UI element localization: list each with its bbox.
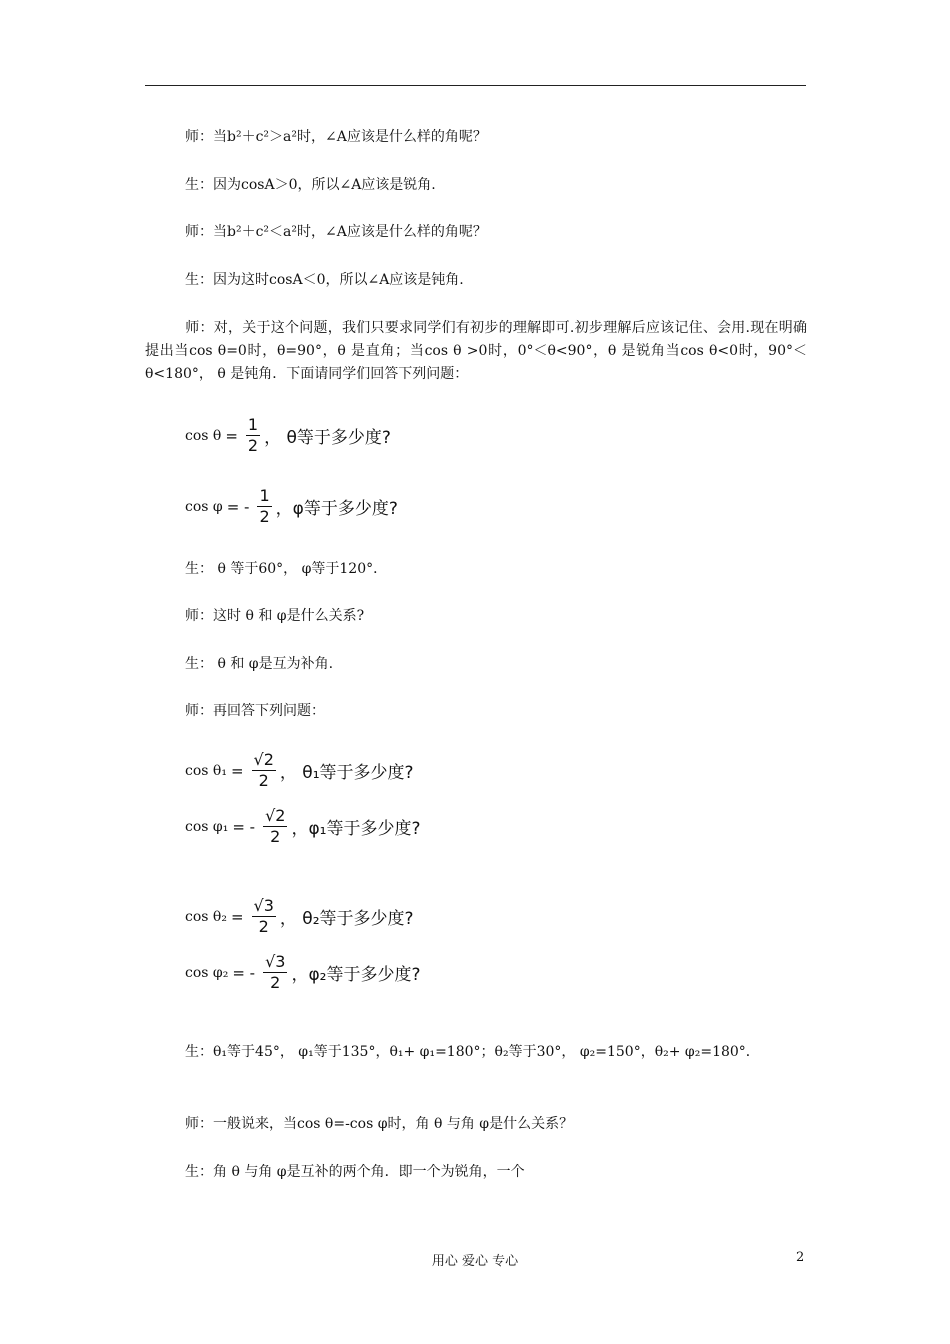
student-answer-6: 生：角 θ 与角 φ是互补的两个角．即一个为锐角，一个 [185,1164,525,1180]
teacher-question-3: 师：这时 θ 和 φ是什么关系? [185,608,365,624]
question-cos-theta-2: cos θ₂ = $\frac{√3}{2}$ ， θ₂等于多少度? [185,896,414,936]
teacher-explanation: 师：对，关于这个问题，我们只要求同学们有初步的理解即可.初步理解后应该记住、会用.现在明确提出当cos θ=0时，θ=90°，θ 是直角；当cos θ >0时，0°＜θ<90°，θ 是锐角当cos θ<0时，90°＜θ<180°， θ 是钝角．下面请同学们回答下列问题： [145,320,807,382]
student-answer-2: 生：因为这时cosA＜0，所以∠A应该是钝角. [185,272,464,288]
teacher-question-1: 师：当b²＋c²＞a²时，∠A应该是什么样的角呢？ [185,129,487,145]
header-rule [145,85,806,86]
student-answer-3: 生： θ 等于60°， φ等于120°． [185,561,388,577]
fraction: $\frac{√2}{2}$ [265,806,286,846]
teacher-prompt: 师：再回答下列问题： [185,703,325,719]
teacher-question-4: 师：一般说来，当cos θ=-cos φ时，角 θ 与角 φ是什么关系？ [185,1116,574,1132]
fraction: $\frac{√3}{2}$ [253,896,274,936]
question-cos-phi: cos φ = - $\frac{1}{2}$ ，φ等于多少度? [185,486,398,526]
question-cos-theta-1: cos θ₁ = $\frac{√2}{2}$ ， θ₁等于多少度? [185,750,414,790]
student-answer-1: 生：因为cosA＞0，所以∠A应该是锐角. [185,177,436,193]
question-cos-theta: cos θ = $\frac{1}{2}$ ， θ等于多少度? [185,415,391,455]
page-footer: 用心 爱心 专心 [431,1254,519,1269]
page-number: 2 [796,1250,805,1265]
question-cos-phi-2: cos φ₂ = - $\frac{√3}{2}$ ，φ₂等于多少度? [185,952,421,992]
fraction: $\frac{√3}{2}$ [265,952,286,992]
fraction: $\frac{√2}{2}$ [253,750,274,790]
student-answer-5: 生：θ₁等于45°， φ₁等于135°，θ₁+ φ₁=180°；θ₂等于30°， φ₂=150°，θ₂+ φ₂=180°． [185,1044,760,1060]
fraction: $\frac{1}{2}$ [259,486,270,526]
fraction: $\frac{1}{2}$ [247,415,259,455]
question-cos-phi-1: cos φ₁ = - $\frac{√2}{2}$ ，φ₁等于多少度? [185,806,421,846]
student-answer-4: 生： θ 和 φ是互为补角. [185,656,334,672]
teacher-question-2: 师：当b²＋c²＜a²时，∠A应该是什么样的角呢？ [185,224,487,240]
